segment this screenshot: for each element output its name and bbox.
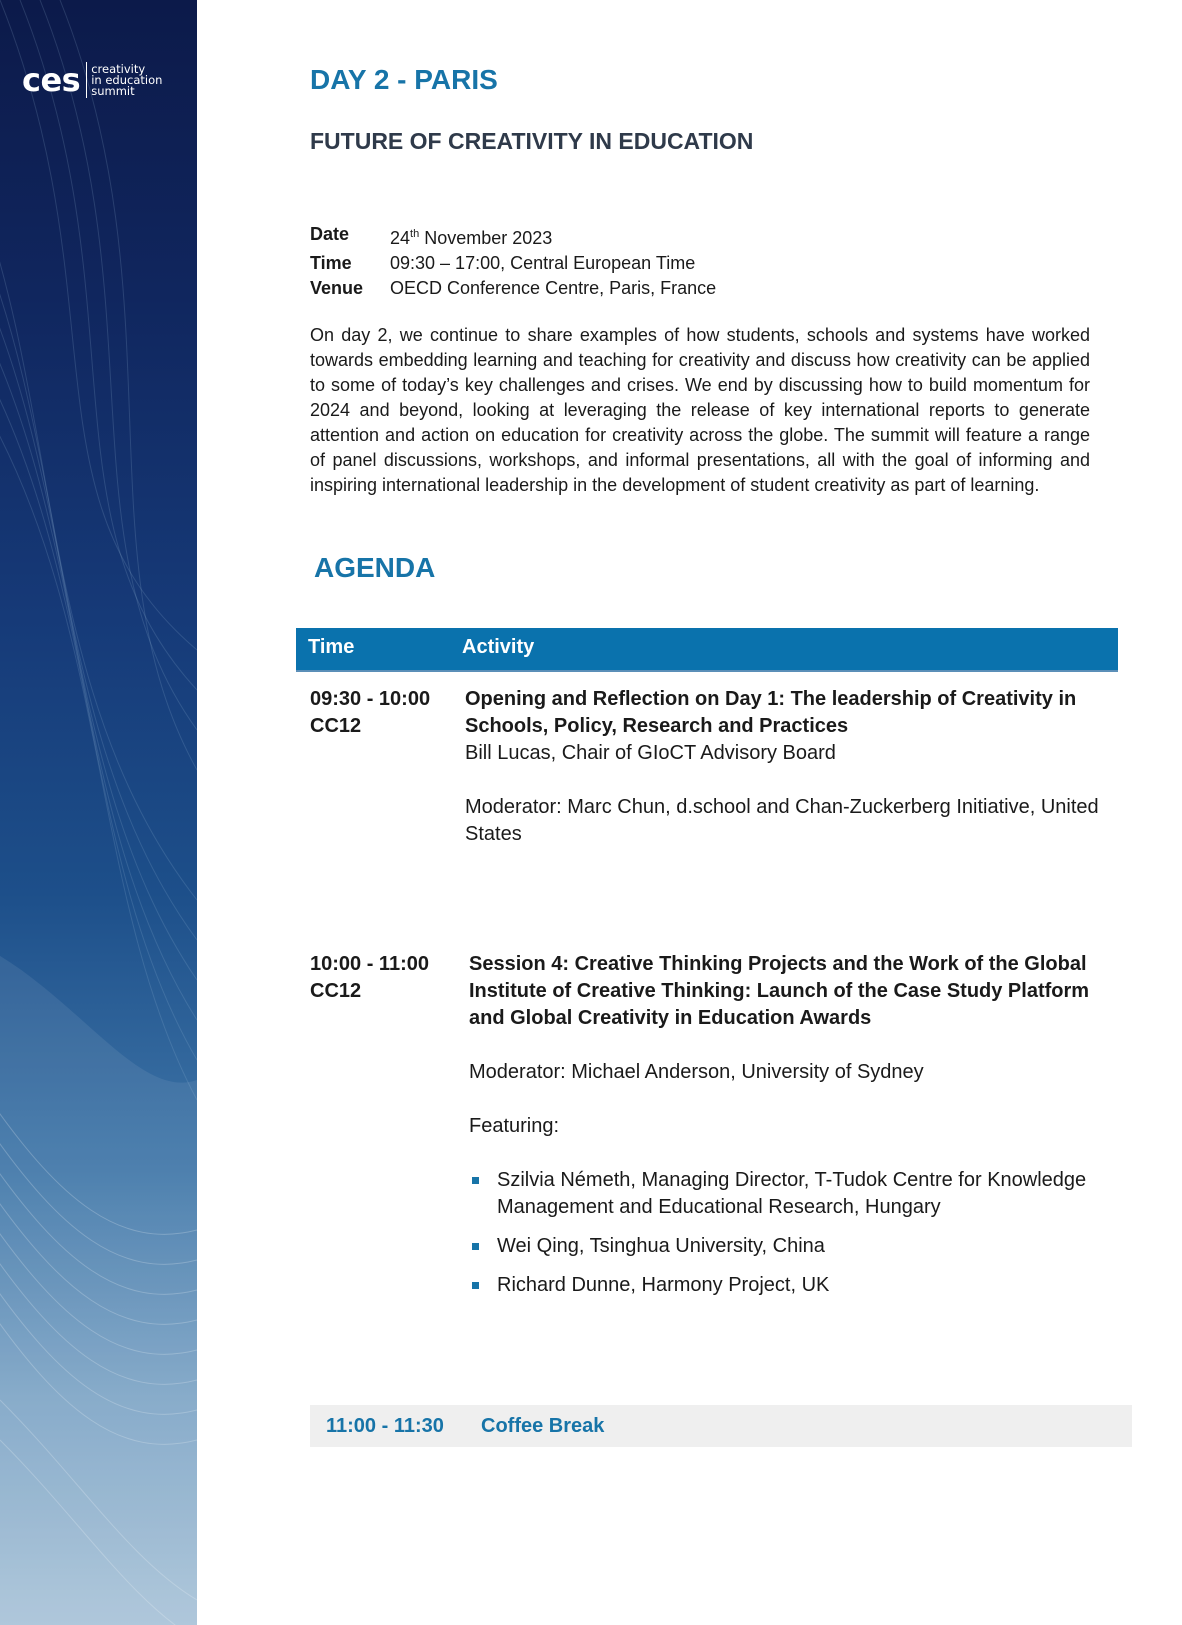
spacer: [469, 1086, 1129, 1113]
session-moderator: Moderator: Marc Chun, d.school and Chan-Zuckerberg Initiative, United States: [465, 796, 1099, 845]
intro-paragraph: On day 2, we continue to share examples of how students, schools and systems have worked towards embedding learning and teaching for creativity and discuss how creativity can be applied to some of today’s key challenges and crises. We end by discussing how to build momentum for 2024 and beyond, looking at leveraging the release of key international reports to generate attention and action on education for creativity across the globe. The summit will feature a range of panel discussions, workshops, and informal presentations, all with the goal of informing and inspiring international leadership in the development of student creativity as part of learning.: [310, 325, 1090, 495]
date-value: [390, 222, 552, 251]
time-label: Time: [310, 253, 352, 273]
venue-row: [310, 276, 716, 301]
event-subtitle: FUTURE OF CREATIVITY IN EDUCATION: [310, 128, 754, 154]
session-title: Session 4: Creative Thinking Projects and the Work of the Global Institute of Creative Thinking: Launch of the Case Study Platform and Global Creativity in Education Awards: [469, 953, 1090, 1029]
session-room: CC12: [310, 980, 362, 1002]
spacer: [469, 1032, 1129, 1059]
logo-text: [91, 61, 163, 98]
date-suffix: th: [410, 228, 420, 240]
session-title: Opening and Reflection on Day 1: The leadership of Creativity in Schools, Policy, Research and Practices: [465, 688, 1077, 737]
featuring-label: Featuring:: [469, 1115, 560, 1137]
logo-line: creativity: [91, 61, 146, 76]
column-header-activity: Activity: [462, 636, 535, 658]
break-time: 11:00 - 11:30: [326, 1415, 444, 1437]
row-time-cell: [310, 686, 460, 740]
day-title: DAY 2 - PARIS: [310, 64, 498, 95]
date-day: 24: [390, 228, 411, 248]
spacer: [469, 1140, 1129, 1167]
row-activity-cell: [469, 951, 1129, 1311]
session-time: 10:00 - 11:00: [310, 953, 429, 975]
date-label: Date: [310, 224, 350, 244]
session-room: CC12: [310, 715, 362, 737]
event-details: [310, 222, 716, 301]
logo-line: summit: [91, 83, 135, 98]
venue-label: Venue: [310, 278, 364, 298]
venue-value: OECD Conference Centre, Paris, France: [390, 278, 717, 298]
row-time-cell: [310, 951, 460, 1005]
featuring-list: [469, 1167, 1129, 1299]
logo-mark: ces: [22, 61, 81, 99]
featuring-item: Richard Dunne, Harmony Project, UK: [469, 1272, 1129, 1299]
ces-logo: [22, 62, 162, 98]
wave-pattern-graphic: [0, 0, 197, 1625]
logo-divider: [86, 62, 87, 98]
time-row: [310, 251, 716, 276]
session-speaker: Bill Lucas, Chair of GIoCT Advisory Board: [465, 742, 836, 764]
featuring-item: Szilvia Németh, Managing Director, T-Tudok Centre for Knowledge Management and Educational Research, Hungary: [469, 1167, 1129, 1221]
featuring-item: Wei Qing, Tsinghua University, China: [469, 1233, 1129, 1260]
time-value: 09:30 – 17:00, Central European Time: [390, 253, 696, 273]
logo-line: in education: [91, 72, 163, 87]
session-time: 09:30 - 10:00: [310, 688, 431, 710]
agenda-table-header: [296, 628, 1118, 672]
row-activity-cell: [465, 686, 1125, 848]
agenda-title: AGENDA: [314, 552, 436, 583]
session-moderator: Moderator: Michael Anderson, University of Sydney: [469, 1061, 924, 1083]
spacer: [465, 767, 1125, 794]
break-label: Coffee Break: [481, 1415, 605, 1437]
decorative-sidebar: [0, 0, 197, 1625]
date-month-year: November 2023: [419, 228, 553, 248]
date-row: [310, 222, 716, 251]
coffee-break-row: [310, 1405, 1132, 1447]
column-header-time: Time: [308, 636, 355, 658]
